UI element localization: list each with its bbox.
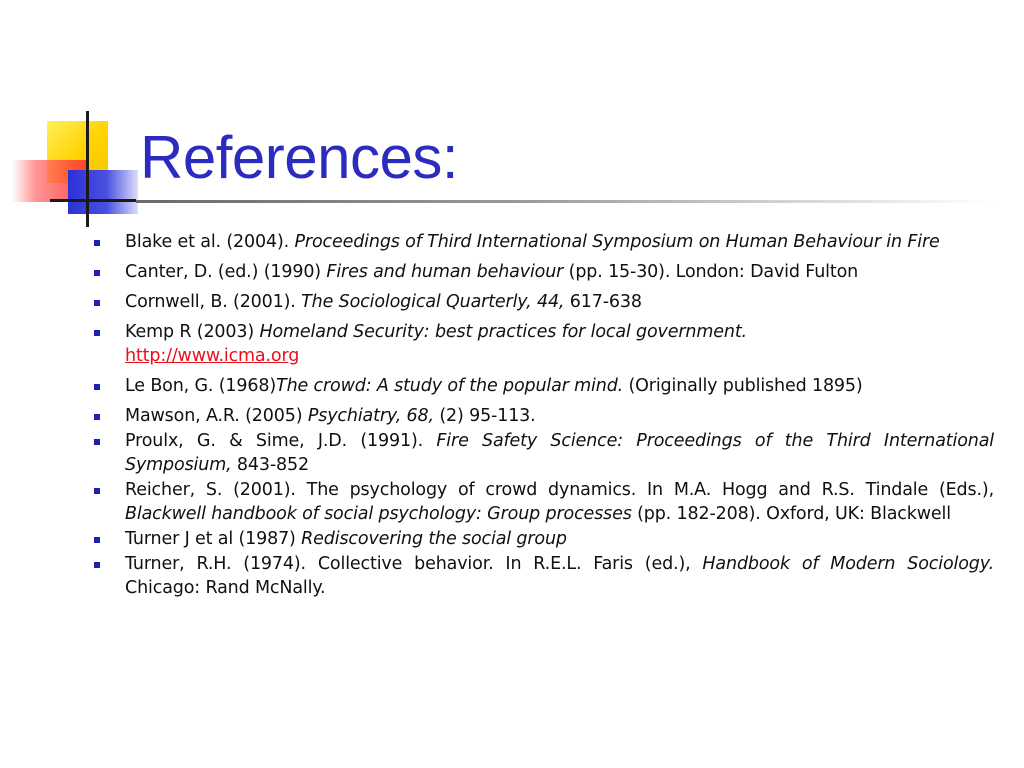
reference-item — [94, 552, 994, 600]
bullet-icon — [94, 270, 100, 276]
bullet-icon — [94, 240, 100, 246]
reference-tail: Chicago: Rand McNally. — [125, 578, 326, 598]
reference-text: Turner J et al (1987) — [125, 529, 302, 549]
reference-title: The Sociological Quarterly, 44, — [301, 292, 565, 312]
reference-tail: (pp. 15-30). London: David Fulton — [563, 262, 859, 282]
reference-link[interactable]: http://www.icma.org — [125, 346, 300, 366]
bullet-icon — [94, 562, 100, 568]
reference-tail: (2) 95-113. — [433, 406, 536, 426]
title-decoration — [0, 0, 140, 240]
reference-text: Le Bon, G. (1968) — [125, 376, 277, 396]
reference-list — [94, 230, 994, 601]
title-underline-rule — [136, 200, 996, 203]
vertical-line-decoration — [86, 111, 89, 227]
reference-item — [94, 260, 994, 284]
reference-text: Kemp R (2003) — [125, 322, 260, 342]
reference-item — [94, 290, 994, 314]
bullet-icon — [94, 488, 100, 494]
bullet-icon — [94, 439, 100, 445]
horizontal-line-decoration — [50, 199, 136, 202]
reference-text: Cornwell, B. (2001). — [125, 292, 302, 312]
reference-item — [94, 374, 994, 398]
reference-item — [94, 230, 994, 254]
reference-item — [94, 320, 994, 368]
reference-text: Reicher, S. (2001). The psychology of crowd dynamics. In M.A. Hogg and R.S. Tindale (Eds.), — [125, 480, 994, 500]
bullet-icon — [94, 300, 100, 306]
reference-title: Handbook of Modern Sociology. — [702, 554, 994, 574]
reference-title: Fires and human behaviour — [326, 262, 564, 282]
reference-text: Mawson, A.R. (2005) — [125, 406, 308, 426]
reference-text: Turner, R.H. (1974). Collective behavior. In R.E.L. Faris (ed.), — [125, 554, 703, 574]
reference-title: Homeland Security: best practices for local government. — [259, 322, 747, 342]
reference-text: Blake et al. (2004). — [125, 232, 295, 252]
reference-tail: 617-638 — [564, 292, 642, 312]
reference-title: Rediscovering the social group — [301, 529, 567, 549]
blue-square-decoration — [68, 170, 138, 214]
reference-tail: (Originally published 1895) — [623, 376, 863, 396]
reference-item — [94, 527, 994, 551]
reference-title: Proceedings of Third International Symposium on Human Behaviour in Fire — [294, 232, 940, 252]
reference-item — [94, 429, 994, 477]
bullet-icon — [94, 330, 100, 336]
reference-tail: 843-852 — [231, 455, 309, 475]
reference-item — [94, 478, 994, 526]
reference-title: Blackwell handbook of social psychology: Group processes — [125, 504, 632, 524]
reference-text: Proulx, G. & Sime, J.D. (1991). — [125, 431, 437, 451]
reference-item — [94, 404, 994, 428]
bullet-icon — [94, 414, 100, 420]
reference-text: Canter, D. (ed.) (1990) — [125, 262, 327, 282]
bullet-icon — [94, 537, 100, 543]
reference-title: Psychiatry, 68, — [307, 406, 434, 426]
bullet-icon — [94, 384, 100, 390]
reference-tail: (pp. 182-208). Oxford, UK: Blackwell — [631, 504, 951, 524]
reference-title: Fire Safety Science: Proceedings of the Third International Symposium, — [125, 431, 994, 475]
reference-title: The crowd: A study of the popular mind. — [276, 376, 624, 396]
slide-title: References: — [140, 124, 458, 191]
